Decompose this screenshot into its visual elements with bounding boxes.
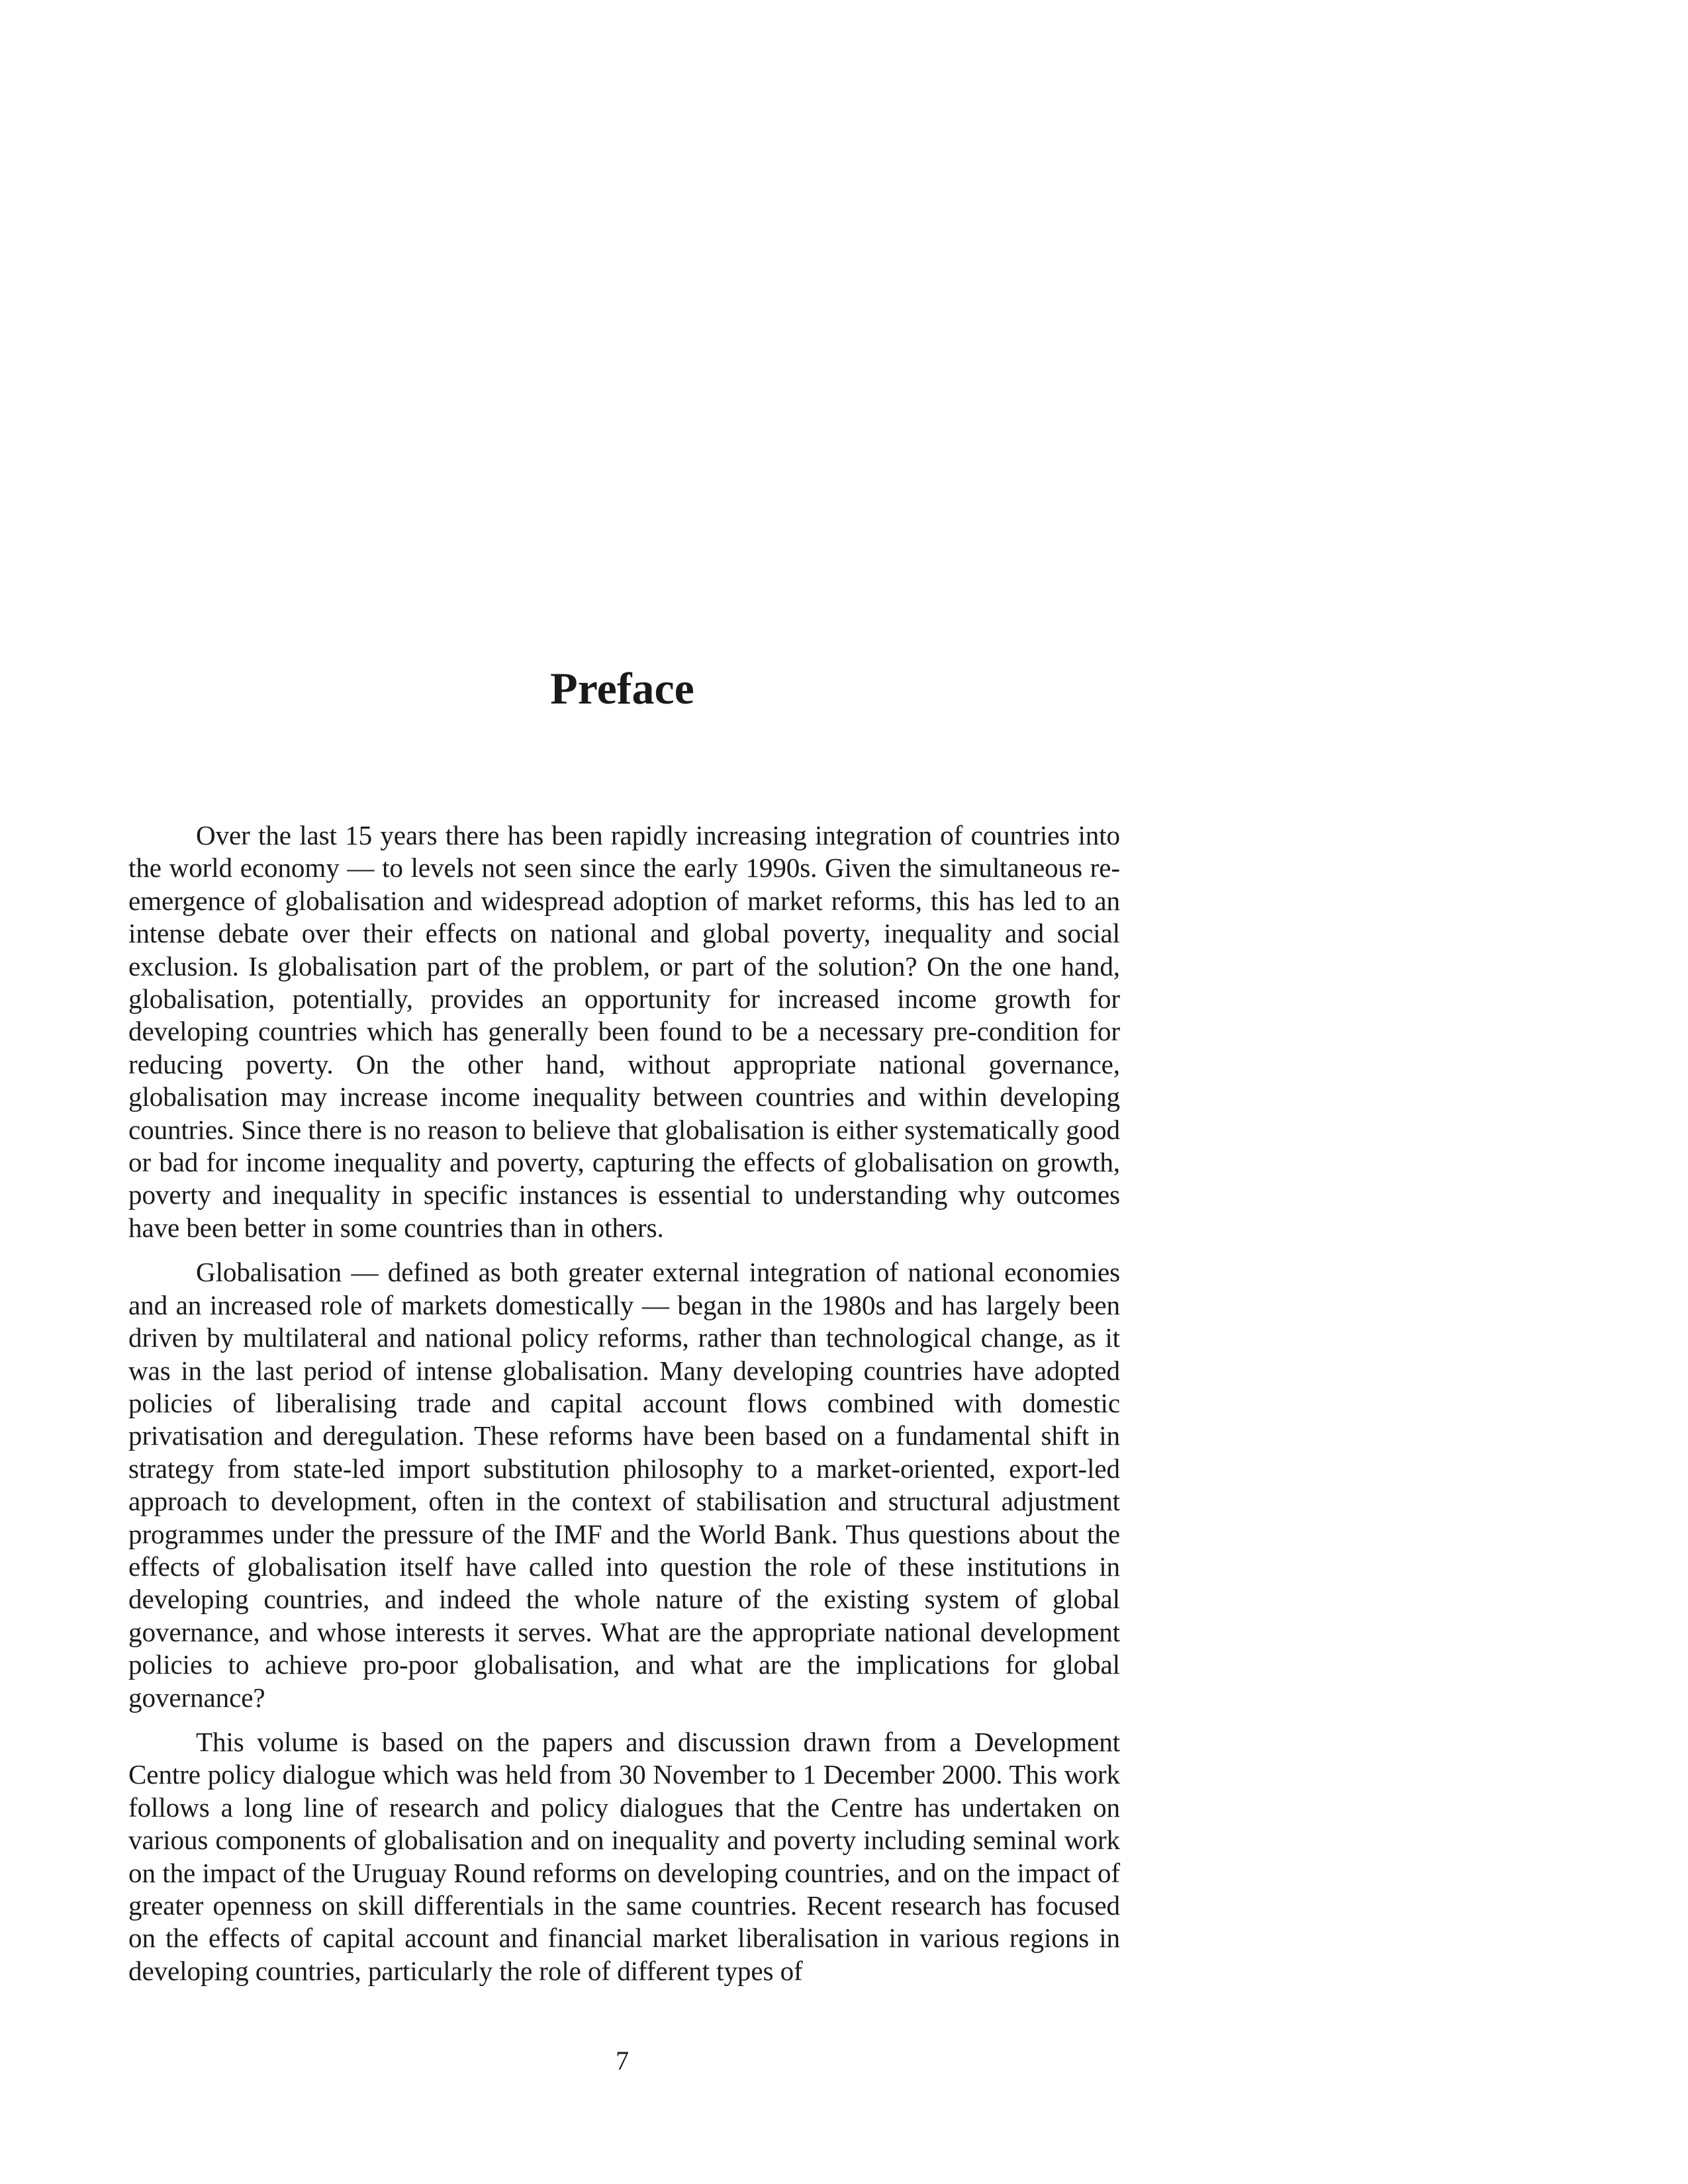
page-title: Preface	[550, 663, 694, 713]
preface-body	[128, 819, 1120, 1999]
paragraph: This volume is based on the papers and discussion drawn from a Development Centre policy dialogue which was held from 30 November to 1 December 2000. This work follows a long line of research and policy dialogues that the Centre has undertaken on various components of globalisation and on inequality and poverty including seminal work on the impact of the Uruguay Round reforms on developing countries, and on the impact of greater openness on skill differentials in the same countries. Recent research has focused on the effects of capital account and financial market liberalisation in various regions in developing countries, particularly the role of different types of	[128, 1726, 1120, 1986]
page-number: 7	[616, 2046, 629, 2075]
paragraph: Globalisation — defined as both greater external integration of national economies and an increased role of markets domestically — began in the 1980s and has largely been driven by multilateral and national policy reforms, rather than technological change, as it was in the last period of intense globalisation. Many developing countries have adopted policies of liberalising trade and capital account flows combined with domestic privatisation and deregulation. These reforms have been based on a fundamental shift in strategy from state-led import substitution philosophy to a market-oriented, export-led approach to development, often in the context of stabilisation and structural adjustment programmes under the pressure of the IMF and the World Bank. Thus questions about the effects of globalisation itself have called into question the role of these institutions in developing countries, and indeed the whole nature of the existing system of global governance, and whose interests it serves. What are the appropriate national development policies to achieve pro-poor globalisation, and what are the implications for global governance?	[128, 1257, 1120, 1713]
paragraph: Over the last 15 years there has been rapidly increasing integration of countries into the world economy — to levels not seen since the early 1990s. Given the simultaneous re-emergence of globalisation and widespread adoption of market reforms, this has led to an intense debate over their effects on national and global poverty, inequality and social exclusion. Is globalisation part of the problem, or part of the solution? On the one hand, globalisation, potentially, provides an opportunity for increased income growth for developing countries which has generally been found to be a necessary pre-condition for reducing poverty. On the other hand, without appropriate national governance, globalisation may increase income inequality between countries and within developing countries. Since there is no reason to believe that globalisation is either systematically good or bad for income inequality and poverty, capturing the effects of globalisation on growth, poverty and inequality in specific instances is essential to understanding why outcomes have been better in some countries than in others.	[128, 820, 1120, 1243]
